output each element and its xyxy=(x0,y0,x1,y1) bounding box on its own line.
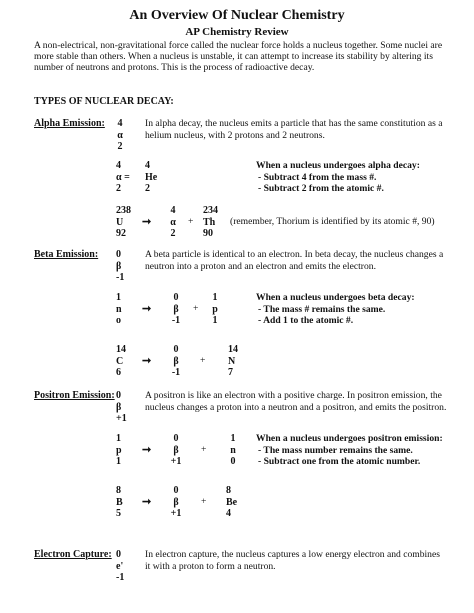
beryllium-8: 8 Be 4 xyxy=(226,485,238,519)
positron-label: Positron Emission: xyxy=(34,390,115,401)
positron-description: A positron is like an electron with a positive charge. In positron emission, the nucleus changes a proton into a neutron and a positron, and emits the positron. xyxy=(145,390,447,413)
reaction-arrow: ➞ xyxy=(142,216,152,228)
alpha-symbol-eq: 4 α = 2 xyxy=(116,160,130,194)
page-title: An Overview Of Nuclear Chemistry xyxy=(129,8,345,23)
boron-8: 8 B 5 xyxy=(116,485,123,519)
page-subtitle: AP Chemistry Review xyxy=(185,26,289,38)
neutron-symbol: 1 n 0 xyxy=(230,433,236,467)
plus-sign: + xyxy=(188,216,194,227)
helium-symbol: 4 He 2 xyxy=(145,160,158,194)
plus-sign: + xyxy=(193,303,199,314)
reaction-arrow: ➞ xyxy=(142,444,152,456)
plus-sign: + xyxy=(201,496,207,507)
beta-product: 0 β -1 xyxy=(171,292,181,326)
reaction-arrow: ➞ xyxy=(142,303,152,315)
positron-rules: When a nucleus undergoes positron emission: - The mass number remains the same. - Subtract one from the atomic number. xyxy=(256,433,443,467)
beta-rules: When a nucleus undergoes beta decay: - The mass # remains the same. - Add 1 to the atomic #. xyxy=(256,292,415,326)
beta-product: 0 β -1 xyxy=(171,344,181,378)
reaction-arrow: ➞ xyxy=(142,496,152,508)
positron-product: 0 β +1 xyxy=(170,433,182,467)
electron-particle: 0 e' -1 xyxy=(116,549,125,583)
alpha-product: 4 α 2 xyxy=(170,205,176,239)
proton-symbol: 1 p 1 xyxy=(116,433,122,467)
plus-sign: + xyxy=(201,444,207,455)
alpha-label: Alpha Emission: xyxy=(34,118,105,129)
beta-description: A beta particle is identical to an electron. In beta decay, the nucleus changes a neutron into a proton and an electron and emits the electron. xyxy=(145,249,444,272)
beta-particle: 0 β -1 xyxy=(116,249,125,283)
reaction-arrow: ➞ xyxy=(142,355,152,367)
alpha-description: In alpha decay, the nucleus emits a particle that has the same constitution as a helium nucleus, with 2 protons and 2 neutrons. xyxy=(145,118,443,141)
alpha-rules: When a nucleus undergoes alpha decay: - Subtract 4 from the mass #. - Subtract 2 from the atomic #. xyxy=(256,160,420,194)
plus-sign: + xyxy=(200,355,206,366)
intro-paragraph: A non-electrical, non-gravitational force called the nuclear force holds a nucleus together. Some nuclei are more stable than others. When a nucleus is unstable, it can attempt to increase its stability by altering its number of neutrons and protons. This is the process of radioactive decay. xyxy=(34,40,443,73)
positron-product: 0 β +1 xyxy=(170,485,182,519)
thorium-234: 234 Th 90 xyxy=(203,205,218,239)
uranium-238: 238 U 92 xyxy=(116,205,131,239)
thorium-remark: (remember, Thorium is identified by its atomic #, 90) xyxy=(230,216,435,227)
proton-symbol: 1 p 1 xyxy=(212,292,218,326)
nitrogen-14: 14 N 7 xyxy=(228,344,238,378)
beta-label: Beta Emission: xyxy=(34,249,99,260)
capture-label: Electron Capture: xyxy=(34,549,112,560)
capture-description: In electron capture, the nucleus captures a low energy electron and combines it with a proton to form a neutron. xyxy=(145,549,440,572)
neutron-symbol: 1 n o xyxy=(116,292,122,326)
alpha-particle: 4 α 2 xyxy=(117,118,123,152)
positron-particle: 0 β +1 xyxy=(116,390,127,424)
types-heading: TYPES OF NUCLEAR DECAY: xyxy=(34,96,174,107)
carbon-14: 14 C 6 xyxy=(116,344,126,378)
